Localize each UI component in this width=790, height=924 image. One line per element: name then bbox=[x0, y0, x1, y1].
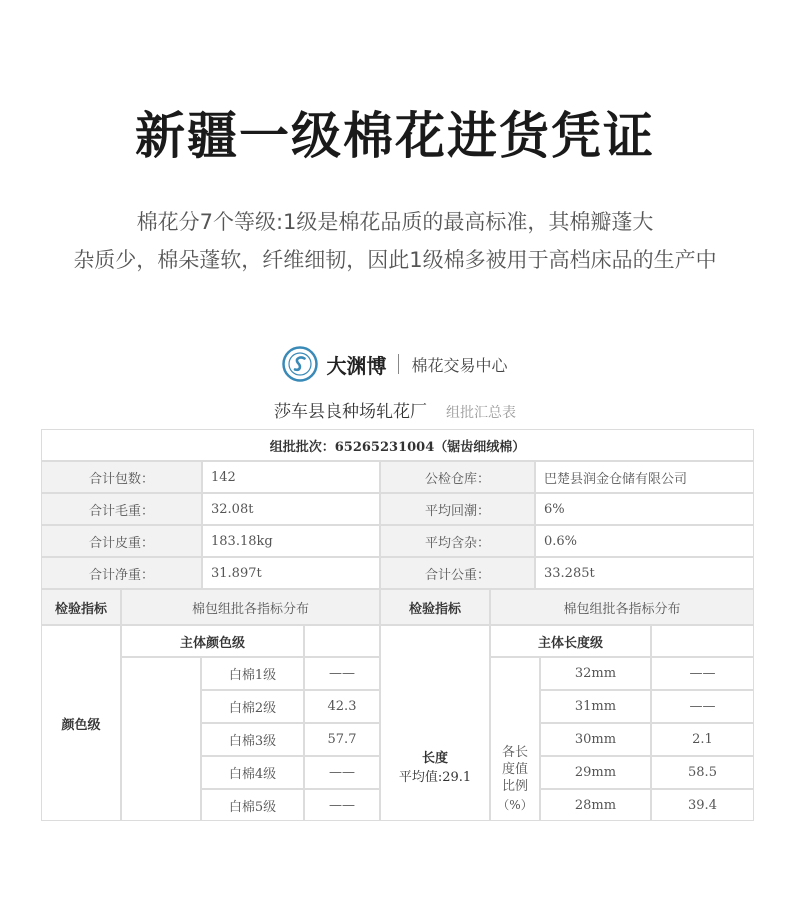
color-grade-value: 57.7 bbox=[304, 723, 380, 756]
length-grade-value: 2.1 bbox=[651, 723, 754, 756]
total-bales-label: 合计包数： bbox=[41, 461, 202, 493]
gross-weight-label: 合计毛重： bbox=[41, 493, 202, 525]
batch-summary-table bbox=[41, 429, 754, 821]
main-length-grade-header: 主体长度级 bbox=[490, 625, 651, 657]
color-grade-name: 白棉2级 bbox=[201, 690, 304, 723]
certificate-title-row bbox=[0, 397, 790, 422]
length-grade-value: —— bbox=[651, 657, 754, 690]
summary-subtitle: 组批汇总表 bbox=[446, 405, 517, 421]
conditioned-weight-value: 33.285t bbox=[535, 557, 754, 589]
moisture-label: 平均回潮： bbox=[380, 493, 535, 525]
length-grade-value: 39.4 bbox=[651, 789, 754, 821]
length-ratio-unit: （%） bbox=[497, 798, 533, 812]
color-grade-value: 42.3 bbox=[304, 690, 380, 723]
length-grade-name: 31mm bbox=[540, 690, 651, 723]
length-grade-value: 58.5 bbox=[651, 756, 754, 789]
warehouse-label: 公检仓库： bbox=[380, 461, 535, 493]
color-grade-value: —— bbox=[304, 657, 380, 690]
length-grade-name: 32mm bbox=[540, 657, 651, 690]
length-grade-name: 30mm bbox=[540, 723, 651, 756]
length-group-label: 长度 bbox=[421, 750, 448, 766]
length-group-cell bbox=[380, 625, 490, 821]
indicator-header-left: 检验指标 bbox=[41, 589, 121, 625]
tare-weight-label: 合计皮重： bbox=[41, 525, 202, 557]
brand-divider bbox=[398, 354, 399, 374]
tare-weight-value: 183.18kg bbox=[202, 525, 380, 557]
net-weight-value: 31.897t bbox=[202, 557, 380, 589]
color-grade-spacer bbox=[121, 657, 201, 821]
color-grade-value: —— bbox=[304, 756, 380, 789]
page-title: 新疆一级棉花进货凭证 bbox=[135, 107, 655, 165]
distribution-header-right: 棉包组批各指标分布 bbox=[490, 589, 754, 625]
brand-logo-icon bbox=[282, 346, 318, 382]
length-average: 平均值:29.1 bbox=[398, 770, 472, 785]
color-grade-value: —— bbox=[304, 789, 380, 821]
color-grade-name: 白棉1级 bbox=[201, 657, 304, 690]
certificate-logo-row bbox=[0, 346, 790, 382]
length-ratio-cell bbox=[490, 657, 540, 821]
brand-name: 大渊博 bbox=[326, 353, 387, 378]
length-grade-value: —— bbox=[651, 690, 754, 723]
warehouse-value: 巴楚县润金仓储有限公司 bbox=[535, 461, 754, 493]
color-grade-name: 白棉5级 bbox=[201, 789, 304, 821]
gross-weight-value: 32.08t bbox=[202, 493, 380, 525]
description-line-2: 杂质少，棉朵蓬软，纤维细韧，因此1级棉多被用于高档床品的生产中 bbox=[73, 248, 717, 272]
distribution-header-left: 棉包组批各指标分布 bbox=[121, 589, 380, 625]
color-grade-name: 白棉4级 bbox=[201, 756, 304, 789]
factory-name: 莎车县良种场轧花厂 bbox=[273, 402, 427, 422]
conditioned-weight-label: 合计公重： bbox=[380, 557, 535, 589]
moisture-value: 6% bbox=[535, 493, 754, 525]
total-bales-value: 142 bbox=[202, 461, 380, 493]
main-color-grade-empty bbox=[304, 625, 380, 657]
length-ratio-label: 各长度值比例 bbox=[502, 745, 529, 795]
color-grade-name: 白棉3级 bbox=[201, 723, 304, 756]
color-grade-group-label: 颜色级 bbox=[41, 625, 121, 821]
batch-header: 组批批次：65265231004（锯齿细绒棉） bbox=[41, 429, 754, 461]
length-grade-name: 28mm bbox=[540, 789, 651, 821]
impurity-value: 0.6% bbox=[535, 525, 754, 557]
net-weight-label: 合计净重： bbox=[41, 557, 202, 589]
indicator-header-right: 检验指标 bbox=[380, 589, 490, 625]
main-color-grade-header: 主体颜色级 bbox=[121, 625, 304, 657]
length-grade-name: 29mm bbox=[540, 756, 651, 789]
impurity-label: 平均含杂： bbox=[380, 525, 535, 557]
description-line-1: 棉花分7个等级:1级是棉花品质的最高标准，其棉瓣蓬大 bbox=[136, 210, 654, 234]
main-length-grade-empty bbox=[651, 625, 754, 657]
trading-center-name: 棉花交易中心 bbox=[411, 355, 508, 375]
